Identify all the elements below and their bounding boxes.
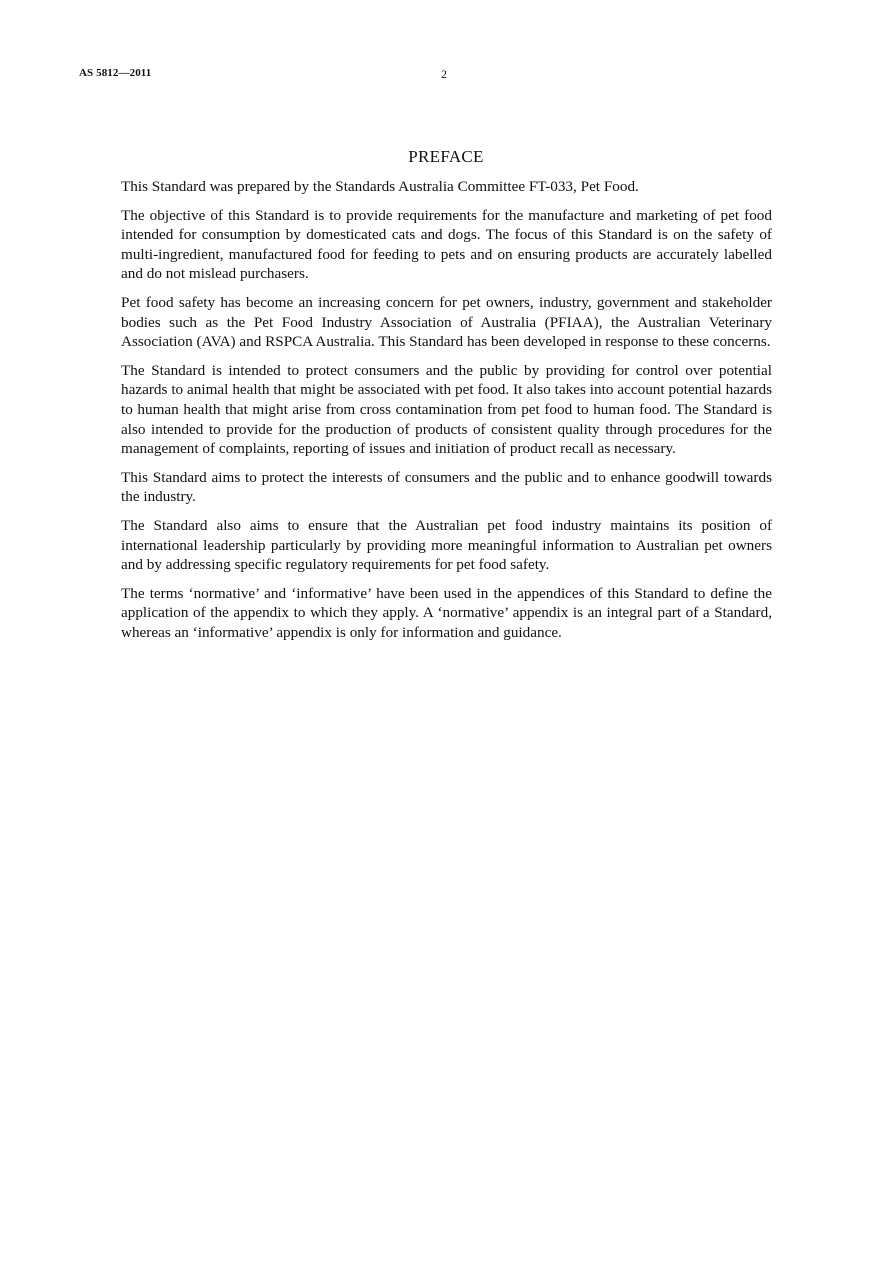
paragraph-appendices: The terms ‘normative’ and ‘informative’ have been used in the appendices of this Standard to define the application of the appendix to which they apply. A ‘normative’ appendix is an integral part of a Standard, whereas an ‘informative’ appendix is only for information and guidance.: [121, 584, 772, 641]
standard-id-header: AS 5812—2011: [79, 67, 152, 79]
section-title: PREFACE: [408, 147, 484, 166]
paragraph-objective: The objective of this Standard is to provide requirements for the manufacture and marketing of pet food intended for consumption by domesticated cats and dogs. The focus of this Standard is on the safety of multi-ingredient, manufactured food for feeding to pets and on ensuring products are accurately labelled and do not mislead purchasers.: [121, 206, 772, 283]
paragraph-leadership: The Standard also aims to ensure that the Australian pet food industry maintains its position of international leadership particularly by providing more meaningful information to Australian pet owners and by addressing specific regulatory requirements for pet food safety.: [121, 516, 772, 574]
paragraph-committee: This Standard was prepared by the Standards Australia Committee FT-033, Pet Food.: [121, 178, 639, 195]
page-number: 2: [441, 67, 447, 81]
paragraph-protection: The Standard is intended to protect consumers and the public by providing for control over potential hazards to animal health that might be associated with pet food. It also takes into account potential hazards to human health that might arise from cross contamination from pet food to human food. The Standard is also intended to provide for the production of products of consistent quality through procedures for the management of complaints, reporting of issues and initiation of product recall as necessary.: [121, 361, 772, 458]
paragraph-safety-concern: Pet food safety has become an increasing concern for pet owners, industry, government and stakeholder bodies such as the Pet Food Industry Association of Australia (PFIAA), the Australian Veterinary Association (AVA) and RSPCA Australia. This Standard has been developed in response to these concerns.: [121, 293, 772, 351]
paragraph-goodwill: This Standard aims to protect the interests of consumers and the public and to enhance goodwill towards the industry.: [121, 468, 772, 506]
preface-body: [121, 177, 772, 651]
